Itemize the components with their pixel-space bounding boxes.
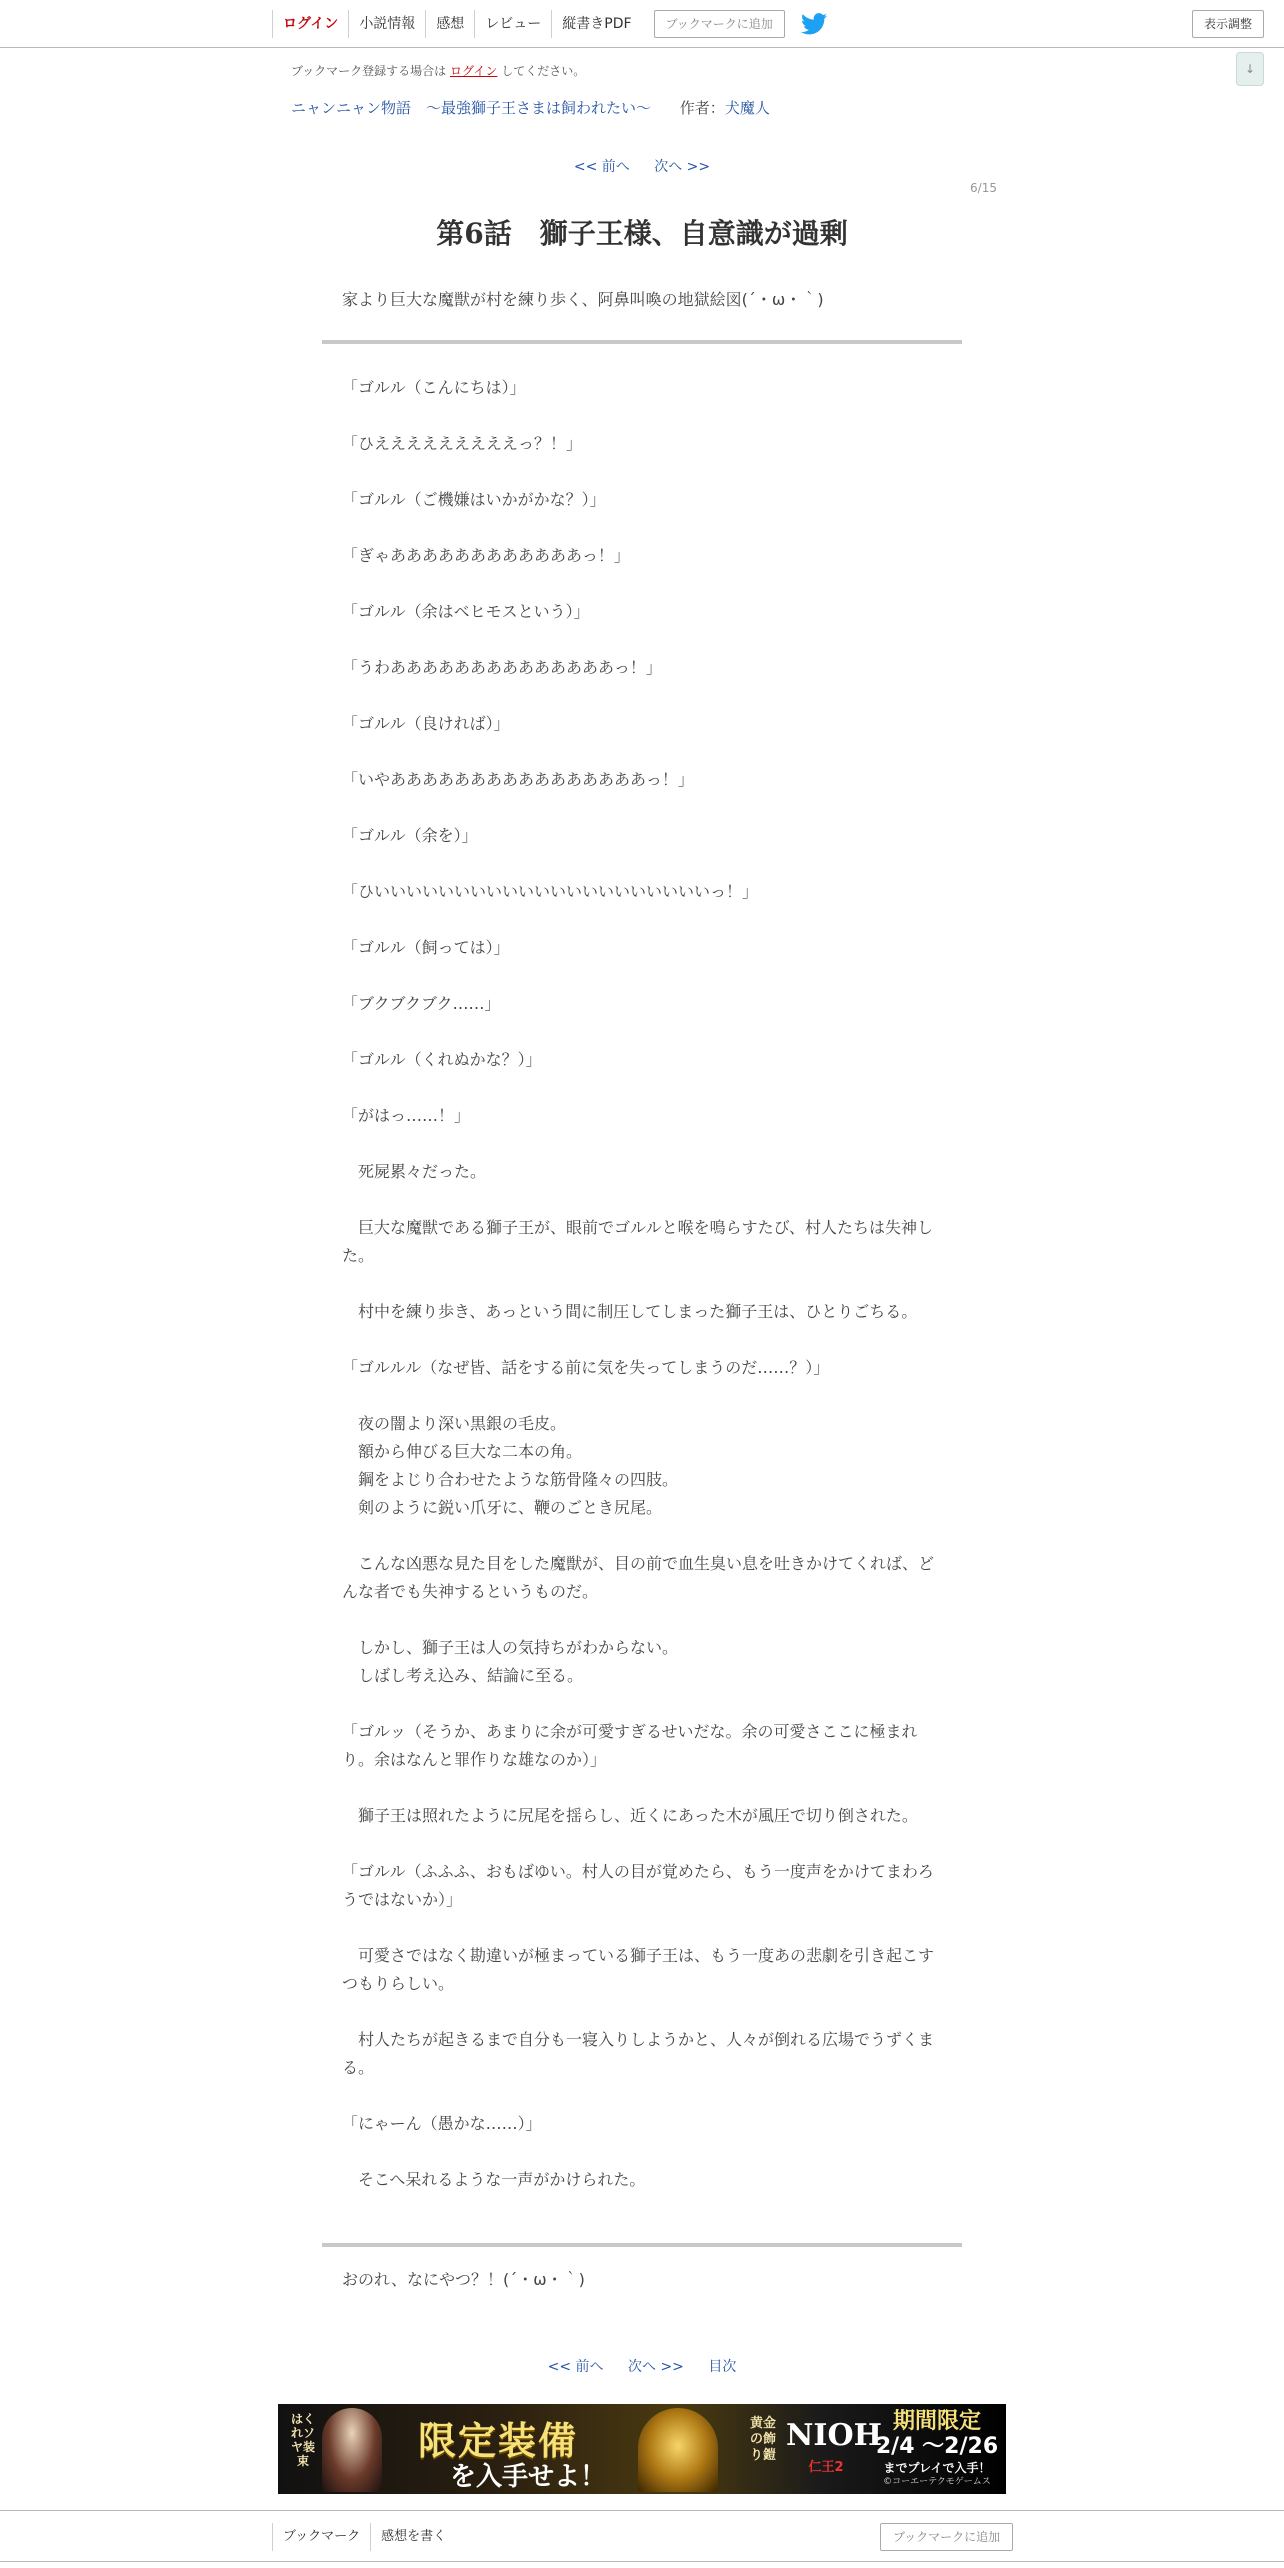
chapter-title: 第6話 獅子王様、自意識が過剰: [436, 217, 848, 250]
divider-bottom: [322, 2243, 962, 2247]
ad-logo-sub: 仁王2: [808, 2460, 844, 2475]
blank-line: [342, 626, 942, 654]
body-paragraph: 「ぎゃああああああああああああっ！」: [342, 546, 630, 565]
preface-text: 家より巨大な魔獣が村を練り歩く、阿鼻叫喚の地獄絵図(´・ω・｀): [342, 290, 824, 309]
body-paragraph: 「ゴルル（余を）」: [342, 826, 478, 845]
body-paragraph: 「がはっ……！」: [342, 1106, 471, 1125]
blank-line: [342, 1914, 942, 1942]
blank-line: [342, 1998, 942, 2026]
blank-line: [342, 1606, 942, 1634]
author-label: 作者：: [679, 99, 725, 117]
blank-line: [342, 1074, 942, 1102]
add-bookmark-button-bottom[interactable]: ブックマークに追加: [880, 2523, 1013, 2551]
body-paragraph: しかし、獅子王は人の気持ちがわからない。: [342, 1638, 679, 1657]
ad-limited-label: 期間限定: [892, 2408, 981, 2434]
ad-golden-armor-image: [638, 2408, 718, 2492]
twitter-bird-icon[interactable]: [801, 13, 827, 35]
body-paragraph: 死屍累々だった。: [342, 1162, 487, 1181]
body-paragraph: そこへ呆れるような一声がかけられた。: [342, 2170, 646, 2189]
body-paragraph: 「ゴルル（くれぬかな？）」: [342, 1050, 542, 1069]
pager-top: [0, 156, 1284, 176]
body-paragraph: 村人たちが起きるまで自分も一寝入りしようかと、人々が倒れる広場でうずくまる。: [342, 2030, 935, 2077]
blank-line: [342, 850, 942, 878]
blank-line: [342, 402, 942, 430]
blank-line: [342, 1522, 942, 1550]
blank-line: [342, 906, 942, 934]
ad-date-range: 2/4 ～2/26: [875, 2434, 999, 2459]
add-bookmark-button[interactable]: ブックマークに追加: [654, 10, 785, 38]
series-info: [291, 97, 770, 118]
ad-armor-text: 黄金の飾り鎧: [749, 2416, 776, 2463]
body-paragraph: 「にゃーん（愚かな……）」: [342, 2114, 542, 2133]
blank-line: [342, 2082, 942, 2110]
next-page-link[interactable]: 次へ >>: [654, 159, 711, 175]
body-paragraph: 剣のように鋭い爪牙に、鞭のごとき尻尾。: [342, 1498, 663, 1517]
body-paragraph: 夜の闇より深い黒銀の毛皮。: [342, 1414, 567, 1433]
review-link[interactable]: レビュー: [474, 10, 551, 38]
ad-play-text: までプレイで入手！: [883, 2461, 991, 2475]
display-settings-button[interactable]: 表示調整: [1192, 10, 1264, 38]
blank-line: [342, 682, 942, 710]
blank-line: [342, 1774, 942, 1802]
blank-line: [342, 1018, 942, 1046]
vertical-pdf-link[interactable]: 縦書きPDF: [551, 10, 641, 38]
body-paragraph: 「うわああああああああああああああっ！」: [342, 658, 662, 677]
body-paragraph: 獅子王は照れたように尻尾を揺らし、近くにあった木が風圧で切り倒された。: [342, 1806, 918, 1825]
body-paragraph: 「ゴルル（ふふふ、おもばゆい。村人の目が覚めたら、もう一度声をかけてまわろうではないか）」: [342, 1862, 934, 1909]
body-paragraph: 巨大な魔獣である獅子王が、眼前でゴルルと喉を鳴らすたび、村人たちは失神した。: [342, 1218, 933, 1265]
body-paragraph: 「ゴルル（余はベヒモスという）」: [342, 602, 590, 621]
blank-line: [342, 1830, 942, 1858]
author-link[interactable]: 犬魔人: [724, 99, 770, 117]
ad-campaign-info: [872, 2408, 1002, 2488]
ad-logo-text: NIOH: [786, 2418, 882, 2453]
blank-line: [342, 1690, 942, 1718]
body-paragraph: 「ゴルル（ご機嫌はいかがかな？）」: [342, 490, 606, 509]
blank-line: [342, 514, 942, 542]
bottom-bar: [0, 2510, 1284, 2562]
body-paragraph: 「ゴルル（良ければ）」: [342, 714, 510, 733]
blank-line: [342, 1270, 942, 1298]
bookmark-link[interactable]: ブックマーク: [272, 2523, 370, 2551]
prev-page-link-bottom[interactable]: << 前へ: [547, 2359, 604, 2375]
divider-top: [322, 340, 962, 344]
notice-prefix: ブックマーク登録する場合は: [291, 64, 447, 78]
bottom-nav: [272, 2523, 456, 2551]
scroll-down-button[interactable]: ↓: [1236, 52, 1264, 86]
ad-character-image: [322, 2408, 382, 2492]
body-paragraph: 額から伸びる巨大な二本の角。: [342, 1442, 583, 1461]
blank-line: [342, 794, 942, 822]
body-paragraph: 鋼をよじり合わせたような筋骨隆々の四肢。: [342, 1470, 679, 1489]
login-notice: [291, 62, 585, 79]
body-paragraph: こんな凶悪な見た目をした魔獣が、目の前で血生臭い息を吐きかけてくれば、どんな者でも失神するというものだ。: [342, 1554, 935, 1601]
ad-left-text: はくれソヤ装束: [290, 2412, 315, 2468]
body-paragraph: 村中を練り歩き、あっという間に制圧してしまった獅子王は、ひとりごちる。: [342, 1302, 918, 1321]
body-paragraph: 「ゴルル（こんにちは）」: [342, 378, 526, 397]
body-paragraph: 「ゴルッ（そうか、あまりに余が可愛すぎるせいだな。余の可愛さここに極まれり。余はなんと罪作りな雄なのか）」: [342, 1722, 918, 1769]
top-nav: [272, 10, 827, 38]
ad-subheadline: を入手せよ！: [450, 2462, 607, 2492]
table-of-contents-link[interactable]: 目次: [708, 2359, 737, 2375]
notice-login-link[interactable]: ログイン: [450, 64, 498, 78]
next-page-link-bottom[interactable]: 次へ >>: [628, 2359, 684, 2375]
series-title-link[interactable]: ニャンニャン物語 ～最強獅子王さまは飼われたい～: [291, 99, 652, 117]
blank-line: [342, 2138, 942, 2166]
login-link[interactable]: ログイン: [272, 10, 348, 38]
blank-line: [342, 570, 942, 598]
ad-headline: 限定装備: [418, 2418, 579, 2463]
blank-line: [342, 1186, 942, 1214]
novel-info-link[interactable]: 小説情報: [348, 10, 425, 38]
notice-suffix: してください。: [501, 64, 586, 78]
blank-line: [342, 1382, 942, 1410]
body-paragraph: 「ひいいいいいいいいいいいいいいいいいいいいいっ！」: [342, 882, 759, 901]
blank-line: [342, 1326, 942, 1354]
prev-page-link[interactable]: << 前へ: [573, 159, 630, 175]
ad-copyright: ©コーエーテクモゲームス: [883, 2477, 991, 2487]
body-paragraph: 「いやああああああああああああああああっ！」: [342, 770, 694, 789]
body-paragraph: 「ゴルル（飼っては）」: [342, 938, 510, 957]
novel-body: [342, 374, 942, 2194]
blank-line: [342, 962, 942, 990]
blank-line: [342, 738, 942, 766]
blank-line: [342, 458, 942, 486]
body-paragraph: 「ひえええええええええっ？！」: [342, 434, 583, 453]
afterword-text: おのれ、なにやつ？！(´・ω・｀): [342, 2270, 585, 2289]
blank-line: [342, 1130, 942, 1158]
pager-bottom: [0, 2356, 1284, 2376]
ad-game-logo: [786, 2416, 882, 2482]
body-paragraph: しばし考え込み、結論に至る。: [342, 1666, 583, 1685]
page-number: 6/15: [970, 181, 997, 195]
body-paragraph: 「ブクブクブク……」: [342, 994, 501, 1013]
impressions-link[interactable]: 感想: [425, 10, 474, 38]
body-paragraph: 「ゴルルル（なぜ皆、話をする前に気を失ってしまうのだ……？）」: [342, 1358, 830, 1377]
advertisement-banner[interactable]: [278, 2404, 1006, 2494]
body-paragraph: 可愛さではなく勘違いが極まっている獅子王は、もう一度あの悲劇を引き起こすつもりらしい。: [342, 1946, 935, 1993]
write-impression-link[interactable]: 感想を書く: [370, 2523, 456, 2551]
top-navigation-bar: [0, 0, 1284, 48]
